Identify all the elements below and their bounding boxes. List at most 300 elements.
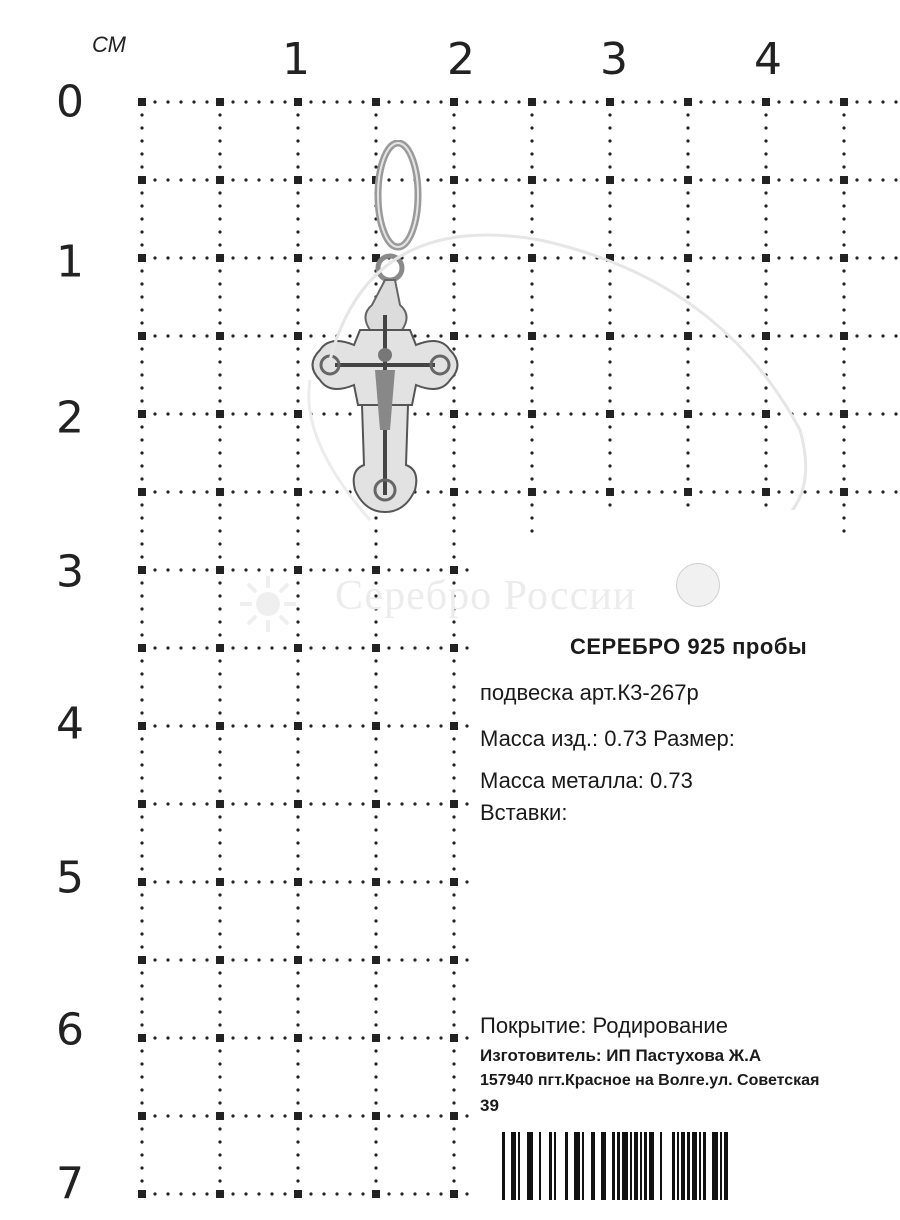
grid-dot: [465, 1192, 468, 1195]
ruler-y-label: 2: [56, 392, 84, 444]
grid-dot: [556, 100, 559, 103]
grid-dot: [283, 958, 286, 961]
grid-dot: [842, 126, 845, 129]
grid-dot: [218, 581, 221, 584]
grid-dot: [218, 1140, 221, 1143]
grid-dot: [166, 724, 169, 727]
grid-dot: [140, 399, 143, 402]
grid-dot: [608, 139, 611, 142]
grid-dot: [218, 633, 221, 636]
grid-dot: [153, 1036, 156, 1039]
grid-node: [216, 800, 224, 808]
grid-dot: [452, 815, 455, 818]
grid-node: [138, 176, 146, 184]
grid-dot: [283, 256, 286, 259]
grid-dot: [166, 490, 169, 493]
grid-dot: [140, 776, 143, 779]
grid-dot: [140, 1062, 143, 1065]
grid-dot: [400, 100, 403, 103]
grid-dot: [296, 113, 299, 116]
grid-dot: [179, 1114, 182, 1117]
grid-dot: [374, 776, 377, 779]
grid-dot: [218, 1127, 221, 1130]
tag-inserts: Вставки:: [480, 800, 568, 825]
grid-dot: [140, 789, 143, 792]
grid-dot: [790, 100, 793, 103]
grid-dot: [218, 1049, 221, 1052]
grid-dot: [452, 971, 455, 974]
grid-dot: [829, 178, 832, 181]
grid-dot: [452, 854, 455, 857]
grid-dot: [530, 126, 533, 129]
grid-dot: [231, 724, 234, 727]
grid-dot: [309, 880, 312, 883]
grid-dot: [166, 568, 169, 571]
grid-dot: [361, 880, 364, 883]
grid-dot: [530, 139, 533, 142]
grid-dot: [218, 1088, 221, 1091]
grid-dot: [452, 997, 455, 1000]
grid-dot: [361, 724, 364, 727]
grid-dot: [413, 724, 416, 727]
grid-dot: [283, 802, 286, 805]
grid-dot: [296, 698, 299, 701]
grid-node: [372, 644, 380, 652]
grid-dot: [374, 1179, 377, 1182]
grid-dot: [296, 997, 299, 1000]
grid-dot: [374, 1010, 377, 1013]
grid-node: [294, 878, 302, 886]
grid-dot: [374, 815, 377, 818]
grid-dot: [140, 321, 143, 324]
grid-dot: [296, 685, 299, 688]
grid-dot: [166, 802, 169, 805]
barcode-bar: [634, 1132, 638, 1200]
grid-dot: [296, 750, 299, 753]
grid-dot: [153, 334, 156, 337]
grid-dot: [231, 100, 234, 103]
grid-dot: [530, 113, 533, 116]
grid-dot: [868, 178, 871, 181]
grid-dot: [400, 646, 403, 649]
grid-dot: [296, 126, 299, 129]
grid-dot: [322, 100, 325, 103]
grid-dot: [764, 152, 767, 155]
grid-dot: [218, 503, 221, 506]
grid-dot: [218, 360, 221, 363]
tag-address-line1: 157940 пгт.Красное на Волге.ул. Советская: [480, 1072, 820, 1089]
grid-dot: [270, 880, 273, 883]
grid-dot: [504, 178, 507, 181]
barcode-bar: [692, 1132, 697, 1200]
grid-dot: [140, 503, 143, 506]
grid-dot: [387, 1192, 390, 1195]
grid-dot: [218, 815, 221, 818]
grid-dot: [816, 178, 819, 181]
grid-dot: [387, 1114, 390, 1117]
grid-dot: [218, 451, 221, 454]
grid-node: [450, 956, 458, 964]
grid-dot: [569, 178, 572, 181]
grid-dot: [374, 867, 377, 870]
grid-dot: [166, 412, 169, 415]
ruler-y-label: 7: [56, 1158, 84, 1210]
grid-dot: [218, 295, 221, 298]
grid-dot: [218, 620, 221, 623]
grid-dot: [257, 412, 260, 415]
grid-dot: [244, 802, 247, 805]
grid-dot: [842, 191, 845, 194]
grid-dot: [231, 1192, 234, 1195]
grid-dot: [140, 113, 143, 116]
grid-dot: [361, 802, 364, 805]
grid-dot: [296, 789, 299, 792]
grid-dot: [270, 334, 273, 337]
grid-dot: [764, 126, 767, 129]
grid-dot: [452, 789, 455, 792]
grid-dot: [296, 737, 299, 740]
grid-dot: [244, 256, 247, 259]
grid-dot: [452, 750, 455, 753]
grid-dot: [296, 1166, 299, 1169]
grid-dot: [439, 880, 442, 883]
grid-dot: [140, 984, 143, 987]
grid-dot: [231, 880, 234, 883]
grid-dot: [218, 139, 221, 142]
grid-dot: [153, 724, 156, 727]
grid-dot: [296, 1062, 299, 1065]
grid-dot: [218, 789, 221, 792]
grid-dot: [335, 1192, 338, 1195]
grid-dot: [465, 646, 468, 649]
grid-dot: [270, 646, 273, 649]
grid-dot: [192, 334, 195, 337]
grid-dot: [192, 412, 195, 415]
grid-dot: [387, 1036, 390, 1039]
grid-dot: [322, 1192, 325, 1195]
barcode-bar: [672, 1132, 675, 1200]
grid-dot: [322, 802, 325, 805]
grid-dot: [361, 1036, 364, 1039]
grid-dot: [218, 672, 221, 675]
grid-dot: [153, 802, 156, 805]
grid-dot: [205, 490, 208, 493]
grid-dot: [452, 1153, 455, 1156]
barcode-bar: [699, 1132, 701, 1200]
grid-dot: [283, 178, 286, 181]
grid-dot: [608, 191, 611, 194]
grid-dot: [517, 100, 520, 103]
grid-dot: [283, 412, 286, 415]
grid-dot: [140, 308, 143, 311]
barcode-bar: [724, 1132, 728, 1200]
grid-dot: [218, 269, 221, 272]
grid-dot: [387, 724, 390, 727]
grid-node: [216, 488, 224, 496]
grid-node: [606, 176, 614, 184]
grid-dot: [439, 1036, 442, 1039]
grid-dot: [140, 165, 143, 168]
grid-dot: [257, 568, 260, 571]
grid-dot: [218, 737, 221, 740]
grid-dot: [309, 1192, 312, 1195]
grid-dot: [283, 490, 286, 493]
grid-node: [372, 1112, 380, 1120]
grid-node: [372, 98, 380, 106]
grid-dot: [426, 1114, 429, 1117]
grid-node: [138, 956, 146, 964]
grid-dot: [309, 646, 312, 649]
grid-dot: [452, 932, 455, 935]
grid-node: [762, 98, 770, 106]
grid-dot: [218, 152, 221, 155]
grid-node: [294, 1112, 302, 1120]
grid-node: [216, 98, 224, 106]
grid-dot: [569, 100, 572, 103]
ruler-y-label: 5: [56, 852, 84, 904]
grid-dot: [140, 620, 143, 623]
barcode-bar: [660, 1132, 662, 1200]
grid-node: [528, 176, 536, 184]
grid-dot: [166, 1192, 169, 1195]
grid-dot: [218, 425, 221, 428]
grid-node: [450, 722, 458, 730]
grid-dot: [816, 100, 819, 103]
grid-node: [294, 956, 302, 964]
grid-node: [294, 1034, 302, 1042]
grid-dot: [296, 711, 299, 714]
grid-dot: [413, 1036, 416, 1039]
grid-dot: [153, 1192, 156, 1195]
grid-dot: [257, 802, 260, 805]
grid-dot: [231, 256, 234, 259]
grid-dot: [738, 178, 741, 181]
grid-dot: [309, 724, 312, 727]
barcode-bar: [549, 1132, 552, 1200]
grid-node: [138, 878, 146, 886]
grid-dot: [192, 178, 195, 181]
grid-dot: [374, 633, 377, 636]
grid-dot: [140, 997, 143, 1000]
grid-dot: [296, 763, 299, 766]
grid-dot: [699, 100, 702, 103]
grid-dot: [140, 477, 143, 480]
ruler-y-label: 1: [56, 236, 84, 288]
grid-dot: [374, 789, 377, 792]
grid-dot: [426, 1036, 429, 1039]
grid-dot: [140, 152, 143, 155]
grid-dot: [153, 490, 156, 493]
grid-node: [138, 1034, 146, 1042]
grid-dot: [218, 386, 221, 389]
grid-dot: [439, 958, 442, 961]
grid-dot: [205, 1114, 208, 1117]
grid-dot: [179, 178, 182, 181]
grid-dot: [166, 100, 169, 103]
grid-node: [372, 800, 380, 808]
grid-node: [372, 956, 380, 964]
grid-dot: [335, 802, 338, 805]
grid-dot: [205, 178, 208, 181]
grid-dot: [218, 165, 221, 168]
grid-dot: [283, 646, 286, 649]
grid-dot: [140, 217, 143, 220]
grid-dot: [296, 867, 299, 870]
grid-dot: [374, 763, 377, 766]
grid-node: [840, 98, 848, 106]
grid-dot: [257, 880, 260, 883]
grid-dot: [270, 1036, 273, 1039]
grid-dot: [192, 724, 195, 727]
grid-dot: [205, 1036, 208, 1039]
grid-dot: [296, 1179, 299, 1182]
grid-dot: [218, 763, 221, 766]
grid-node: [450, 98, 458, 106]
grid-dot: [452, 984, 455, 987]
grid-dot: [140, 581, 143, 584]
grid-dot: [452, 633, 455, 636]
grid-dot: [296, 984, 299, 987]
grid-dot: [725, 100, 728, 103]
grid-dot: [374, 984, 377, 987]
grid-dot: [296, 1010, 299, 1013]
grid-dot: [283, 100, 286, 103]
grid-dot: [387, 100, 390, 103]
grid-dot: [426, 724, 429, 727]
grid-node: [684, 98, 692, 106]
grid-node: [450, 878, 458, 886]
barcode-bar: [527, 1132, 533, 1200]
grid-dot: [751, 100, 754, 103]
grid-dot: [296, 893, 299, 896]
grid-dot: [413, 802, 416, 805]
grid-dot: [257, 958, 260, 961]
grid-node: [372, 722, 380, 730]
grid-dot: [764, 165, 767, 168]
grid-dot: [257, 100, 260, 103]
grid-dot: [192, 1036, 195, 1039]
grid-dot: [400, 880, 403, 883]
grid-dot: [140, 529, 143, 532]
barcode-bar: [511, 1132, 516, 1200]
grid-dot: [374, 1075, 377, 1078]
grid-dot: [439, 646, 442, 649]
grid-dot: [244, 178, 247, 181]
grid-dot: [218, 594, 221, 597]
grid-dot: [374, 659, 377, 662]
grid-dot: [257, 1036, 260, 1039]
grid-dot: [166, 256, 169, 259]
grid-dot: [192, 100, 195, 103]
grid-dot: [153, 256, 156, 259]
tag-article: подвеска арт.К3-267р: [480, 680, 699, 705]
grid-dot: [387, 802, 390, 805]
grid-dot: [270, 178, 273, 181]
grid-dot: [374, 1088, 377, 1091]
grid-node: [216, 878, 224, 886]
grid-dot: [452, 659, 455, 662]
grid-dot: [374, 126, 377, 129]
grid-dot: [179, 724, 182, 727]
grid-dot: [179, 958, 182, 961]
grid-dot: [374, 672, 377, 675]
grid-dot: [218, 1153, 221, 1156]
grid-dot: [192, 646, 195, 649]
grid-dot: [257, 724, 260, 727]
grid-dot: [374, 1153, 377, 1156]
grid-dot: [179, 100, 182, 103]
grid-dot: [270, 802, 273, 805]
grid-dot: [205, 256, 208, 259]
grid-dot: [270, 568, 273, 571]
grid-dot: [296, 854, 299, 857]
grid-dot: [465, 880, 468, 883]
grid-node: [294, 800, 302, 808]
grid-dot: [270, 490, 273, 493]
grid-dot: [608, 165, 611, 168]
grid-dot: [140, 841, 143, 844]
grid-dot: [374, 1062, 377, 1065]
barcode-bar: [677, 1132, 679, 1200]
grid-dot: [309, 100, 312, 103]
grid-node: [216, 176, 224, 184]
grid-dot: [439, 724, 442, 727]
grid-node: [216, 332, 224, 340]
grid-dot: [140, 1023, 143, 1026]
grid-dot: [140, 126, 143, 129]
grid-dot: [153, 178, 156, 181]
grid-dot: [140, 464, 143, 467]
grid-node: [294, 1190, 302, 1198]
grid-dot: [140, 1140, 143, 1143]
grid-dot: [270, 724, 273, 727]
grid-dot: [413, 958, 416, 961]
grid-dot: [777, 178, 780, 181]
grid-dot: [322, 568, 325, 571]
grid-dot: [452, 776, 455, 779]
grid-dot: [166, 958, 169, 961]
grid-dot: [335, 958, 338, 961]
grid-dot: [179, 334, 182, 337]
grid-dot: [140, 139, 143, 142]
grid-dot: [374, 945, 377, 948]
grid-dot: [257, 646, 260, 649]
grid-node: [138, 566, 146, 574]
grid-dot: [894, 100, 897, 103]
grid-dot: [218, 867, 221, 870]
grid-dot: [582, 178, 585, 181]
grid-dot: [374, 1023, 377, 1026]
grid-dot: [855, 178, 858, 181]
grid-dot: [231, 412, 234, 415]
grid-dot: [673, 178, 676, 181]
ruler-x-label: 1: [282, 34, 310, 85]
grid-dot: [192, 880, 195, 883]
grid-dot: [192, 490, 195, 493]
grid-dot: [192, 958, 195, 961]
grid-dot: [218, 750, 221, 753]
grid-node: [606, 98, 614, 106]
plastic-film-outline: [300, 200, 900, 560]
grid-dot: [374, 1101, 377, 1104]
grid-dot: [413, 100, 416, 103]
grid-dot: [244, 958, 247, 961]
grid-dot: [218, 373, 221, 376]
grid-dot: [140, 867, 143, 870]
grid-dot: [426, 802, 429, 805]
grid-dot: [361, 958, 364, 961]
grid-dot: [400, 724, 403, 727]
